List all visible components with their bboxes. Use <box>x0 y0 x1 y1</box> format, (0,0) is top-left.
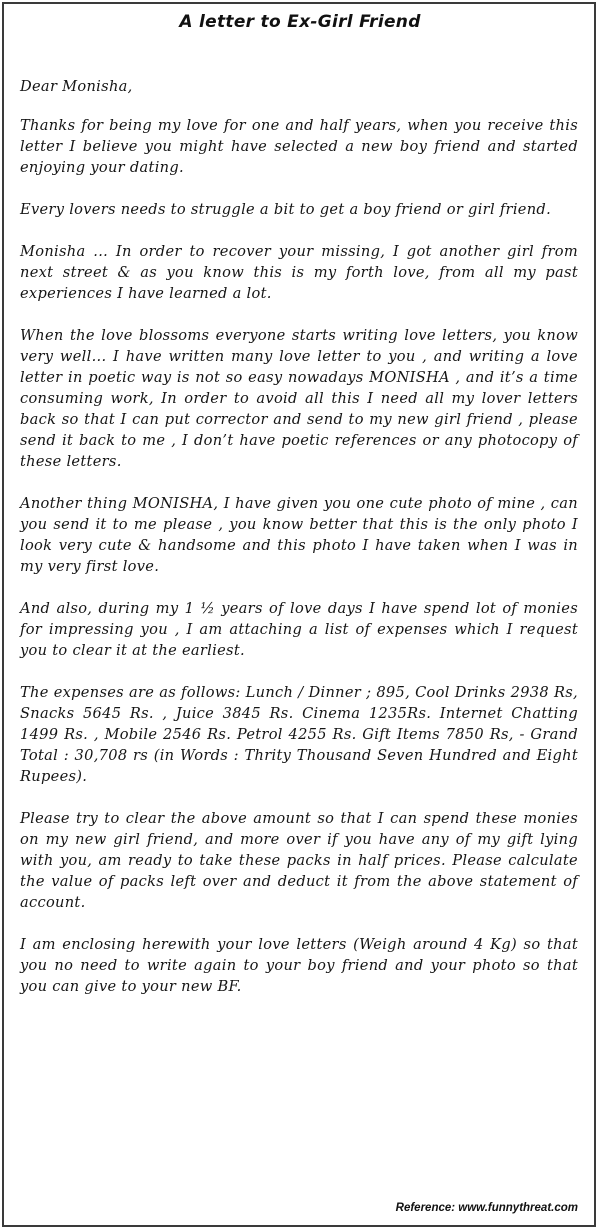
paragraph-struggle: Every lovers needs to struggle a bit to get a boy friend or girl friend. <box>20 201 552 218</box>
paragraph-thanks: Thanks for being my love for one and half years, when you receive this letter I believe you might have selected a new boy friend and started enjoying your dating. <box>20 117 578 176</box>
paragraph-expenses-list: The expenses are as follows: Lunch / Dinner ; 895, Cool Drinks 2938 Rs, Snacks 5645 Rs. , Juice 3845 Rs. Cinema 1235Rs. Internet Chatting 1499 Rs. , Mobile 2546 Rs. Petrol 4255 Rs. Gift Items 7850 Rs, - Grand Total : 30,708 rs (in Words : Thrity Thousand Seven Hundred and Eight Rupees). <box>20 684 578 785</box>
reference-credit: Reference: www.funnythreat.com <box>395 1202 578 1214</box>
paragraph-enclosing: I am enclosing herewith your love letters (Weigh around 4 Kg) so that you no need to write again to your boy friend and your photo so that you can give to your new BF. <box>20 936 578 995</box>
paragraph-clear-amount: Please try to clear the above amount so that I can spend these monies on my new girl friend, and more over if you have any of my gift lying with you, am ready to take these packs in half prices. Please calculate the value of packs left over and deduct it from the above statement of account. <box>20 810 578 911</box>
letter-title: A letter to Ex-Girl Friend <box>179 12 421 32</box>
paragraph-photo: Another thing MONISHA, I have given you one cute photo of mine , can you send it to me please , you know better that this is the only photo I look very cute & handsome and this photo I have taken when I was in my very first love. <box>20 495 578 575</box>
letter-greeting: Dear Monisha, <box>20 78 133 95</box>
paragraph-new-girl: Monisha ... In order to recover your missing, I got another girl from next street & as you know this is my forth love, from all my past experiences I have learned a lot. <box>20 243 578 302</box>
paragraph-expenses-intro: And also, during my 1 ½ years of love days I have spend lot of monies for impressing you , I am attaching a list of expenses which I request you to clear it at the earliest. <box>20 600 578 659</box>
letter-body <box>20 76 578 1018</box>
paragraph-love-letters: When the love blossoms everyone starts writing love letters, you know very well... I have written many love letter to you , and writing a love letter in poetic way is not so easy nowadays MONISHA , and it’s a time consuming work, In order to avoid all this I need all my lover letters back so that I can put corrector and send to my new girl friend , please send it back to me , I don’t have poetic references or any photocopy of these letters. <box>20 327 578 470</box>
